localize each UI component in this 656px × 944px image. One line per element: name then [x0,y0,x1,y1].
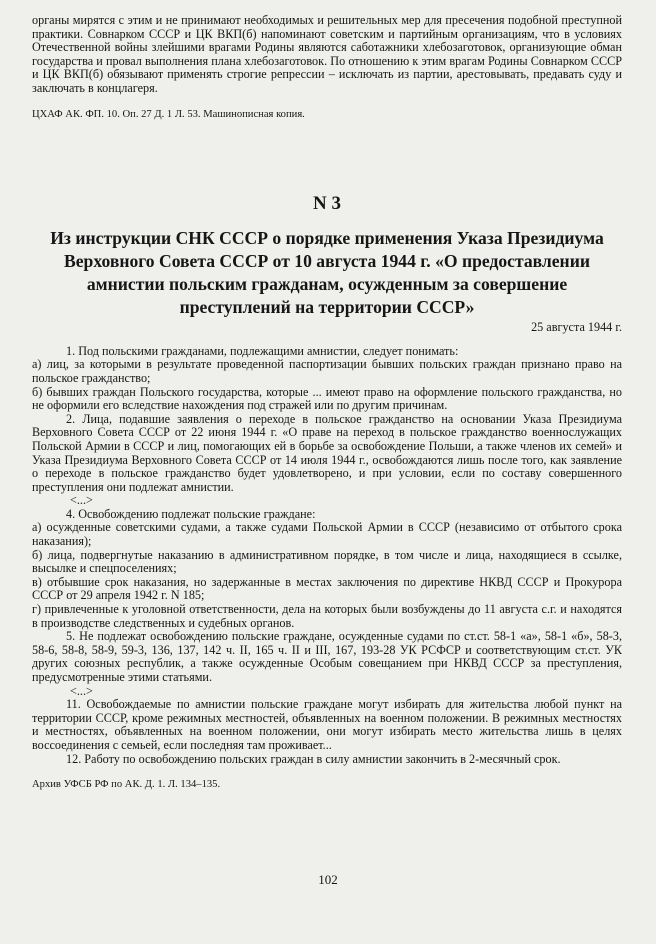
page-number: 102 [318,872,338,887]
archive-source-1: ЦХАФ АК. ФП. 10. Оп. 27 Д. 1 Л. 53. Машинописная копия. [32,108,305,120]
paragraph-4c: в) отбывшие срок наказания, но задержанные в местах заключения по директиве НКВД СССР и Прокурора СССР от 29 апреля 1942 г. N 185; [32,574,622,603]
document-title: Из инструкции СНК СССР о порядке применения Указа Президиума Верховного Совета СССР от 10 августа 1944 г. «О предоставлении амнистии польским гражданам, осужденным за совершение преступлений на территории СССР» [50,228,604,318]
paragraph-1: 1. Под польскими гражданами, подлежащими амнистии, следует понимать: [66,343,459,358]
paragraph-4b: б) лица, подвергнутые наказанию в административном порядке, в том числе и лица, находящиеся в ссылке, высылке и спецпоселениях; [32,547,622,576]
omission-mark: <...> [70,493,93,508]
paragraph-5: 5. Не подлежат освобождению польские граждане, осужденные судами по ст.ст. 58-1 «а», 58-1 «б», 58-3, 58-6, 58-8, 58-9, 59-3, 136, 137, 142 ч. II, 165 ч. II и III, 167, 193-28 УК РСФСР и соответствующим ст.ст. УК других союзных республик, а также осужденные Особым совещанием при НКВД СССР за преступления, предусмотренные этими статьями. [32,629,622,684]
intro-paragraph: органы мирятся с этим и не принимают необходимых и решительных мер для пресечения подобной преступной практики. Совнарком СССР и ЦК ВКП(б) напоминают советским и партийным организациям, что в условиях Отечественной войны злейшими врагами Родины являются саботажники хлебозаготовок, организующие обман государства и провал выполнения плана хлебозаготовок. По отношению к этим врагам Родины Совнарком СССР и ЦК ВКП(б) обязывают применять строгие репрессии – исключать из партии, арестовывать, предавать суду и заключать в концлагеря. [32,13,622,95]
paragraph-4a: а) осужденные советскими судами, а также судами Польской Армии в СССР (независимо от отбытого срока наказания); [32,520,622,549]
paragraph-1a: а) лиц, за которыми в результате проведенной паспортизации бывших польских граждан признано право на польское гражданство; [32,357,622,385]
paragraph-12: 12. Работу по освобождению польских граждан в силу амнистии закончить в 2-месячный срок. [66,751,561,766]
document-number: N 3 [313,193,341,215]
archive-source-2: Архив УФСБ РФ по АК. Д. 1. Л. 134–135. [32,779,221,791]
paragraph-11: 11. Освобождаемые по амнистии польские граждане могут избирать для жительства любой пункт на территории СССР, кроме режимных местностей, объявленных на военном положении. В режимных местностях и местностях, объявленных на военном положении, они могут избирать место жительства лишь в целях воссоединения с семьей, если последняя там проживает... [32,697,622,752]
paragraph-2: 2. Лица, подавшие заявления о переходе в польское гражданство на основании Указа Президиума Верховного Совета СССР от 22 июня 1944 г. «О праве на переход в польское гражданство военнослужащих Польской Армии в СССР и лиц, помогающих ей в борьбе за освобождение Польши, а также членов их семей» и Указа Президиума Верховного Совета СССР от 14 июля 1944 г., освобождаются лишь после того, как заявление о переходе в польское гражданство будет удовлетворено, и при условии, если по составу совершенного преступления они подлежат амнистии. [32,411,622,494]
paragraph-4: 4. Освобождению подлежат польские граждане: [66,506,316,521]
page-content [32,14,622,792]
paragraph-4d: г) привлеченные к уголовной ответственности, дела на которых были возбуждены до 11 августа с.г. и находятся в производстве следственных и судебных органов. [32,602,622,630]
document-date: 25 августа 1944 г. [531,320,622,335]
paragraph-1b: б) бывших граждан Польского государства, которые ... имеют право на оформление польского гражданства, но не оформили его вследствие нахождения под стражей или по другим причинам. [32,384,622,413]
omission-mark: <...> [70,683,93,698]
